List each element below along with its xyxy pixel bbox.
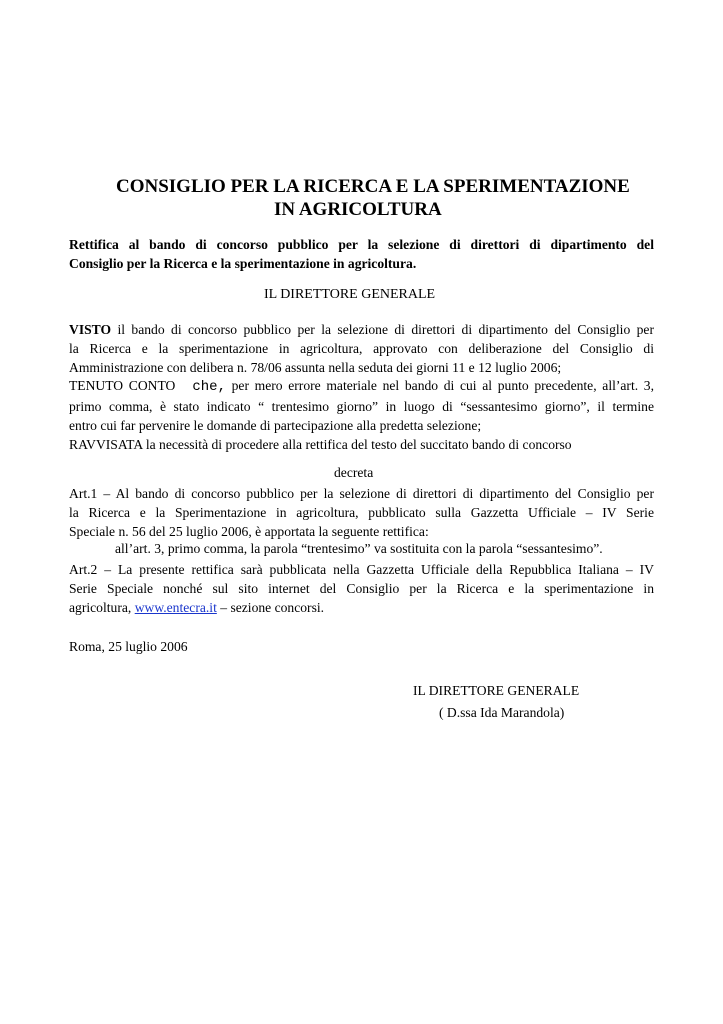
art1-paragraph bbox=[69, 484, 654, 541]
document-title-line-1: CONSIGLIO PER LA RICERCA E LA SPERIMENTAZIONE bbox=[116, 176, 630, 197]
signature-role: IL DIRETTORE GENERALE bbox=[413, 683, 580, 698]
art1-correction: all’art. 3, primo comma, la parola “trentesimo” va sostituita con la parola “sessantesimo”. bbox=[115, 541, 603, 556]
tenuto-che: che, bbox=[192, 379, 226, 395]
subject-line-2: Consiglio per la Ricerca e la sperimentazione in agricoltura. bbox=[69, 256, 417, 271]
art2-line-3 bbox=[69, 598, 654, 617]
subject-line-1: Rettifica al bando di concorso pubblico per la selezione di direttori di dipartimento del bbox=[69, 237, 654, 252]
visto-line-3: Amministrazione con delibera n. 78/06 assunta nella seduta dei giorni 11 e 12 luglio 2006; bbox=[69, 360, 562, 375]
visto-line-1-text: il bando di concorso pubblico per la selezione di direttori di dipartimento del Consiglio per bbox=[111, 322, 654, 337]
tenuto-line-2: primo comma, è stato indicato “ trentesimo giorno” in luogo di “sessantesimo giorno”, il termine bbox=[69, 399, 654, 414]
tenuto-line-3: entro cui far pervenire le domande di partecipazione alla predetta selezione; bbox=[69, 418, 482, 433]
art2-line-2: Serie Speciale nonché sul sito internet del Consiglio per la Ricerca e la sperimentazione in bbox=[69, 581, 654, 596]
art2-paragraph bbox=[69, 560, 654, 617]
signature-name: ( D.ssa Ida Marandola) bbox=[439, 705, 565, 720]
subject-paragraph bbox=[69, 235, 654, 273]
place-date: Roma, 25 luglio 2006 bbox=[69, 639, 188, 654]
art1-line-1: Art.1 – Al bando di concorso pubblico per la selezione di direttori di dipartimento del Consiglio per bbox=[69, 486, 654, 501]
document-title-line-2: IN AGRICOLTURA bbox=[274, 199, 442, 220]
visto-line-2: la Ricerca e la sperimentazione in agricoltura, approvato con deliberazione del Consiglio di bbox=[69, 341, 654, 356]
entecra-link[interactable]: www.entecra.it bbox=[134, 600, 217, 615]
visto-keyword: VISTO bbox=[69, 322, 112, 337]
art2-line-3-before: agricoltura, bbox=[69, 600, 135, 615]
tenuto-conto-paragraph bbox=[69, 376, 654, 435]
art2-line-3-after: – sezione concorsi. bbox=[216, 600, 325, 615]
art1-line-2: la Ricerca e la Sperimentazione in agricoltura, pubblicato sulla Gazzetta Ufficiale – IV Serie bbox=[69, 505, 654, 520]
visto-paragraph bbox=[69, 320, 654, 377]
art2-line-1: Art.2 – La presente rettifica sarà pubblicata nella Gazzetta Ufficiale della Repubblica Italiana – IV bbox=[69, 562, 654, 577]
tenuto-keyword: TENUTO CONTO bbox=[69, 378, 176, 393]
tenuto-line-1-text: per mero errore materiale nel bando di cui al punto precedente, all’art. 3, bbox=[225, 378, 654, 393]
decreta-heading: decreta bbox=[334, 465, 374, 480]
ravvisata-paragraph: RAVVISATA la necessità di procedere alla rettifica del testo del succitato bando di concorso bbox=[69, 437, 572, 452]
art1-line-3: Speciale n. 56 del 25 luglio 2006, è apportata la seguente rettifica: bbox=[69, 524, 429, 539]
tenuto-line-1 bbox=[69, 376, 654, 397]
visto-line-1 bbox=[69, 320, 654, 339]
director-heading: IL DIRETTORE GENERALE bbox=[264, 287, 436, 302]
